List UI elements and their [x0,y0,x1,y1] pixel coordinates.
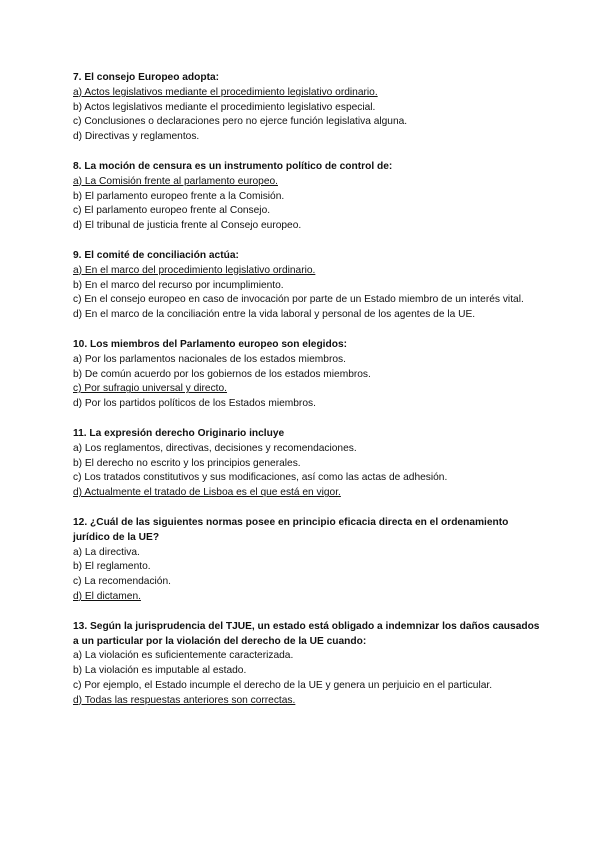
answer-option: c) La recomendación. [73,576,171,588]
answer-option: c) Por sufragio universal y directo. [73,383,228,395]
answer-option: c) Los tratados constitutivos y sus modificaciones, así como las actas de adhesión. [73,472,448,484]
answer-option: b) La violación es imputable al estado. [73,665,247,677]
answer-option: b) El reglamento. [73,561,151,573]
question-9 [73,249,543,323]
answer-option: b) El derecho no escrito y los principios generales. [73,457,301,469]
question-title: 7. El consejo Europeo adopta: [73,72,220,83]
answer-option: a) La violación es suficientemente caracterizada. [73,650,294,662]
question-title: 10. Los miembros del Parlamento europeo son elegidos: [73,338,347,350]
answer-option: b) El parlamento europeo frente a la Comisión. [73,190,285,202]
question-title: 11. La expresión derecho Originario incluye [73,427,285,439]
question-8 [73,160,543,234]
answer-option: d) En el marco de la conciliación entre la vida laboral y personal de los agentes de la UE. [73,309,476,321]
question-12 [73,516,543,605]
answer-option: a) Los reglamentos, directivas, decisiones y recomendaciones. [73,442,357,454]
answer-option: c) El parlamento europeo frente al Consejo. [73,205,271,217]
answer-option: b) De común acuerdo por los gobiernos de los estados miembros. [73,368,371,380]
answer-option: d) El dictamen. [73,590,141,602]
question-title: 13. Según la jurisprudencia del TJUE, un estado está obligado a indemnizar los daños causados a un particular por la violación del derecho de la UE cuando: [73,620,540,647]
answer-option: a) Actos legislativos mediante el procedimiento legislativo ordinario. [73,86,378,98]
answer-option: c) Por ejemplo, el Estado incumple el derecho de la UE y genera un perjuicio en el particular. [73,679,493,691]
answer-option: d) Por los partidos políticos de los Estados miembros. [73,398,316,410]
answer-option: d) Todas las respuestas anteriores son correctas. [73,694,296,706]
question-7 [73,71,543,145]
answer-option: d) El tribunal de justicia frente al Consejo europeo. [73,220,302,232]
answer-option: b) Actos legislativos mediante el procedimiento legislativo especial. [73,101,376,113]
question-11 [73,427,543,501]
answer-option: d) Actualmente el tratado de Lisboa es el que está en vigor. [73,487,341,499]
answer-option: a) La directiva. [73,546,140,558]
answer-option: c) En el consejo europeo en caso de invocación por parte de un Estado miembro de un interés vital. [73,294,524,306]
answer-option: a) La Comisión frente al parlamento europeo. [73,175,278,187]
question-title: 12. ¿Cuál de las siguientes normas posee en principio eficacia directa en el ordenamiento jurídico de la UE? [73,516,509,543]
question-13 [73,620,543,709]
exam-page [73,71,543,723]
answer-option: a) En el marco del procedimiento legislativo ordinario. [73,264,316,276]
question-title: 9. El comité de conciliación actúa: [73,249,239,261]
question-title: 8. La moción de censura es un instrumento político de control de: [73,160,393,172]
answer-option: b) En el marco del recurso por incumplimiento. [73,279,284,291]
answer-option: d) Directivas y reglamentos. [73,131,200,143]
answer-option: a) Por los parlamentos nacionales de los estados miembros. [73,353,346,365]
question-10 [73,338,543,412]
answer-option: c) Conclusiones o declaraciones pero no ejerce función legislativa alguna. [73,116,408,128]
